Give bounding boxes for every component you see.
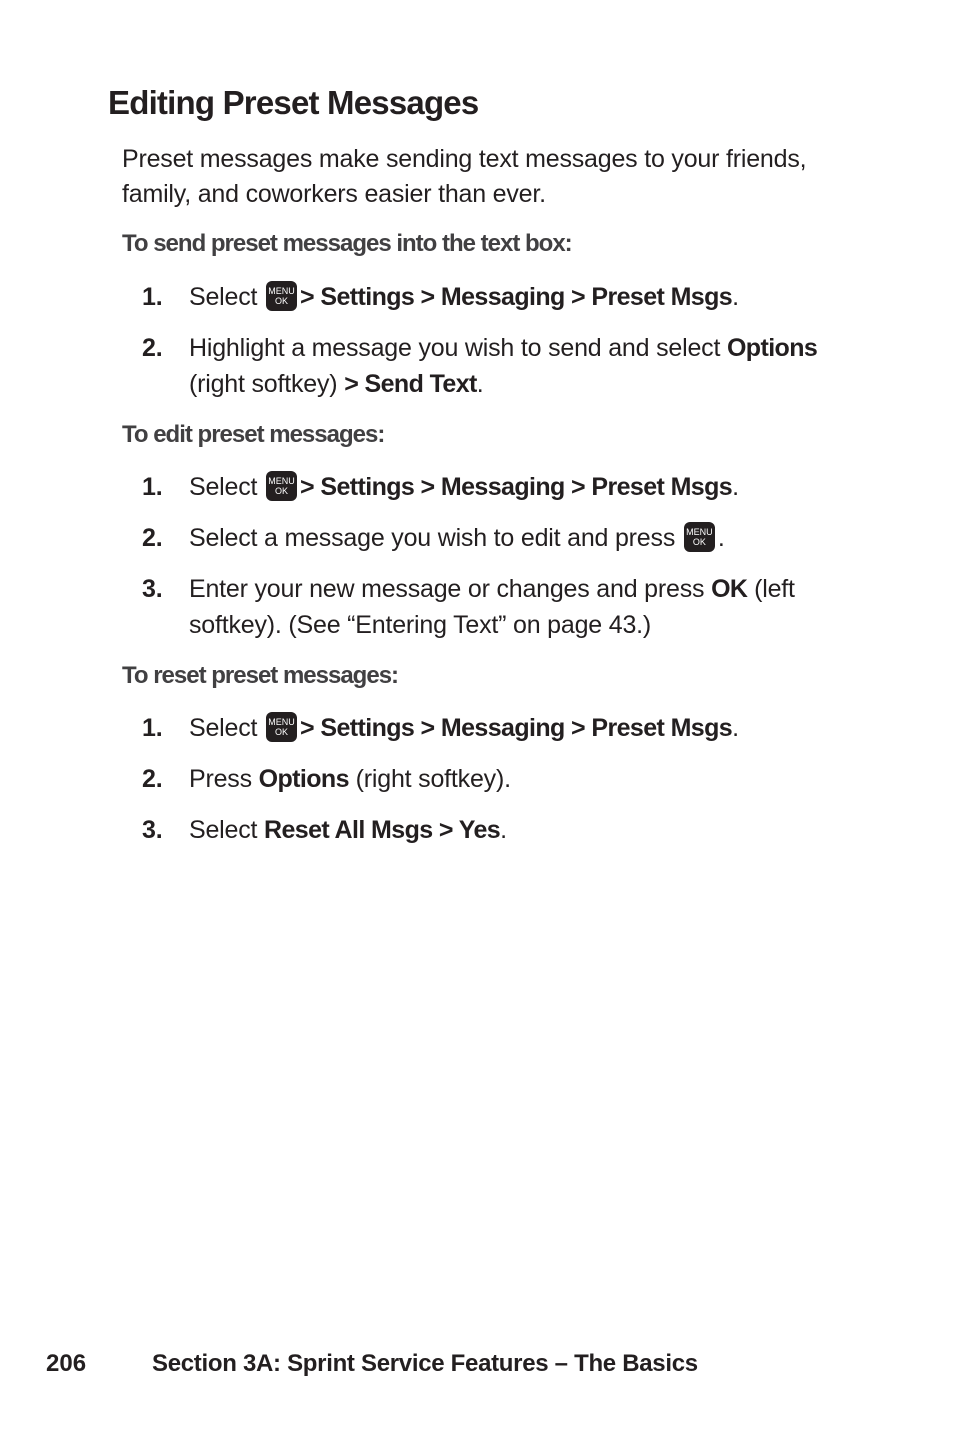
- edit-steps: [0, 469, 954, 658]
- reset-steps: [0, 710, 954, 863]
- step-number: 1.: [142, 473, 163, 501]
- menu-ok-key-icon: MENU OK: [266, 471, 297, 501]
- page-number: 206: [46, 1350, 87, 1377]
- step-number: 2.: [142, 765, 163, 793]
- menu-ok-key-icon: MENU OK: [266, 281, 297, 311]
- edit-heading: To edit preset messages:: [122, 421, 385, 448]
- list-item: 2. Highlight a message you wish to send and select Options (right softkey) > Send Text.: [0, 330, 879, 402]
- list-item: 1. Select MENU OK > Settings > Messaging > Preset Msgs.: [0, 279, 879, 315]
- step-number: 3.: [142, 575, 163, 603]
- step-number: 2.: [142, 334, 163, 362]
- reset-heading: To reset preset messages:: [122, 662, 399, 689]
- footer-section-title: Section 3A: Sprint Service Features – The Basics: [152, 1350, 698, 1377]
- step-number: 1.: [142, 714, 163, 742]
- list-item: 3. Enter your new message or changes and press OK (left softkey). (See “Entering Text” on page 43.): [0, 571, 879, 643]
- intro-paragraph: Preset messages make sending text messages to your friends, family, and coworkers easier than ever.: [122, 145, 807, 208]
- list-item: 2. Select a message you wish to edit and press MENU OK .: [0, 520, 879, 556]
- send-heading: To send preset messages into the text box:: [122, 230, 572, 257]
- list-item: 1. Select MENU OK > Settings > Messaging > Preset Msgs.: [0, 469, 879, 505]
- list-item: 1. Select MENU OK > Settings > Messaging > Preset Msgs.: [0, 710, 879, 746]
- send-steps: [0, 279, 954, 417]
- step-number: 2.: [142, 524, 163, 552]
- menu-ok-key-icon: MENU OK: [684, 522, 715, 552]
- list-item: 3. Select Reset All Msgs > Yes.: [0, 812, 879, 848]
- step-number: 3.: [142, 816, 163, 844]
- menu-ok-key-icon: MENU OK: [266, 712, 297, 742]
- step-number: 1.: [142, 283, 163, 311]
- page-title: Editing Preset Messages: [108, 84, 479, 121]
- list-item: 2. Press Options (right softkey).: [0, 761, 879, 797]
